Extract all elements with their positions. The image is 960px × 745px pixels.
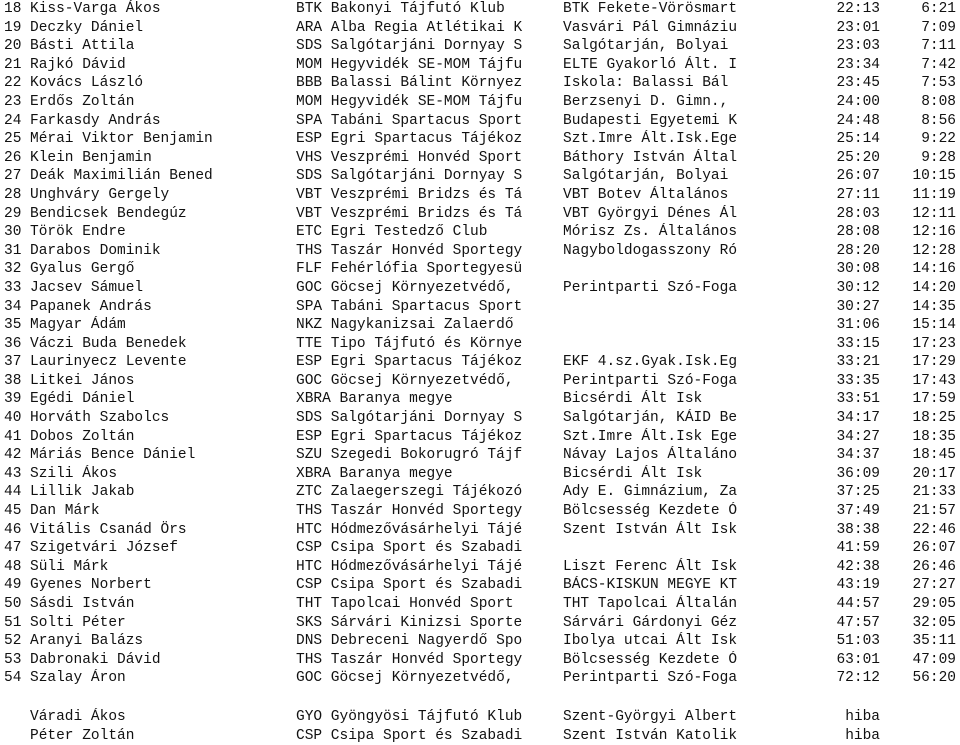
competitor-name: Magyar Ádám	[30, 317, 126, 334]
school-name: Bicsérdi Ált Isk	[563, 391, 703, 408]
finish-time: 23:45	[836, 75, 880, 92]
finish-time: 25:20	[836, 149, 880, 166]
club-name: HTC Hódmezővásárhelyi Tájé	[296, 521, 523, 538]
time-behind: 17:29	[912, 354, 956, 371]
club-name: VBT Veszprémi Bridzs és Tá	[296, 186, 523, 203]
time-behind: 27:27	[912, 577, 956, 594]
finish-time: 28:20	[836, 242, 880, 259]
result-row	[0, 149, 960, 168]
finish-time: 30:27	[836, 298, 880, 315]
school-name: THT Tapolcai Általán	[563, 596, 738, 612]
club-name: VBT Veszprémi Bridzs és Tá	[296, 205, 523, 222]
position-cell: 29	[4, 205, 22, 222]
club-name: GOC Göcsej Környezetvédő,	[296, 279, 514, 296]
position-cell: 50	[4, 596, 22, 612]
position-cell: 38	[4, 372, 22, 389]
finish-time: 30:12	[836, 279, 880, 296]
result-row	[0, 37, 960, 56]
competitor-name: Klein Benjamin	[30, 149, 152, 166]
finish-time: hiba	[845, 727, 880, 744]
time-behind: 10:15	[912, 168, 956, 185]
club-name: SDS Salgótarjáni Dornyay S	[296, 168, 523, 185]
competitor-name: Erdős Zoltán	[30, 93, 135, 110]
club-name: VHS Veszprémi Honvéd Sport	[296, 149, 523, 166]
time-behind: 14:35	[912, 298, 956, 315]
result-row	[0, 279, 960, 298]
not-finished-row	[0, 708, 960, 727]
school-name: Salgótarján, KÁID Be	[563, 410, 738, 427]
time-behind: 8:08	[921, 93, 956, 110]
finish-time: 33:35	[836, 372, 880, 389]
finish-time: 38:38	[836, 521, 880, 538]
time-behind: 7:53	[921, 75, 956, 92]
position-cell: 27	[4, 168, 22, 185]
finish-time: 41:59	[836, 540, 880, 557]
result-row	[0, 316, 960, 335]
time-behind: 21:33	[912, 484, 956, 501]
result-row	[0, 632, 960, 651]
result-row	[0, 223, 960, 242]
time-behind: 8:56	[921, 112, 956, 129]
club-name: SPA Tabáni Spartacus Sport	[296, 112, 523, 129]
school-name: Návay Lajos Általáno	[563, 447, 738, 464]
club-name: BTK Bakonyi Tájfutó Klub	[296, 1, 505, 17]
finish-time: hiba	[845, 709, 880, 725]
result-row	[0, 167, 960, 186]
school-name: Salgótarján, Bolyai	[563, 38, 729, 55]
school-name: BÁCS-KISKUN MEGYE KT	[563, 577, 738, 594]
club-name: XBRA Baranya megye	[296, 465, 453, 482]
result-row	[0, 93, 960, 112]
finish-time: 26:07	[836, 168, 880, 185]
competitor-name: Török Endre	[30, 224, 126, 241]
club-name: SZU Szegedi Bokorugró Tájf	[296, 447, 523, 464]
position-cell: 42	[4, 447, 22, 464]
competitor-name: Dabronaki Dávid	[30, 651, 161, 668]
time-behind: 7:09	[921, 19, 956, 36]
school-name: Liszt Ferenc Ált Isk	[563, 558, 738, 575]
result-row	[0, 465, 960, 484]
school-name: Perintparti Szó-Foga	[563, 372, 738, 389]
competitor-name: Básti Attila	[30, 38, 135, 55]
result-row	[0, 651, 960, 670]
finish-time: 51:03	[836, 633, 880, 650]
result-row	[0, 483, 960, 502]
position-cell: 19	[4, 19, 22, 36]
time-behind: 56:20	[912, 670, 956, 687]
club-name: CSP Csipa Sport és Szabadi	[296, 577, 523, 594]
result-row	[0, 298, 960, 317]
finish-time: 37:49	[836, 503, 880, 520]
time-behind: 6:21	[921, 1, 956, 17]
result-row	[0, 521, 960, 540]
school-name: Nagyboldogasszony Ró	[563, 242, 738, 259]
position-cell: 20	[4, 38, 22, 55]
school-name: Berzsenyi D. Gimn.,	[563, 93, 729, 110]
result-row	[0, 56, 960, 75]
school-name: Bölcsesség Kezdete Ó	[563, 503, 738, 520]
position-cell: 26	[4, 149, 22, 166]
club-name: DNS Debreceni Nagyerdő Spo	[296, 633, 523, 650]
position-cell: 31	[4, 242, 22, 259]
result-row	[0, 335, 960, 354]
competitor-name: Gyenes Norbert	[30, 577, 152, 594]
finish-time: 43:19	[836, 577, 880, 594]
time-behind: 12:16	[912, 224, 956, 241]
position-cell: 53	[4, 651, 22, 668]
club-name: ESP Egri Spartacus Tájékoz	[296, 354, 523, 371]
finish-time: 34:17	[836, 410, 880, 427]
position-cell: 36	[4, 335, 22, 352]
finish-time: 72:12	[836, 670, 880, 687]
position-cell: 54	[4, 670, 22, 687]
position-cell: 22	[4, 75, 22, 92]
finish-time: 36:09	[836, 465, 880, 482]
not-finished-list	[0, 708, 960, 745]
club-name: ZTC Zalaegerszegi Tájékozó	[296, 484, 523, 501]
competitor-name: Jacsev Sámuel	[30, 279, 144, 296]
finish-time: 37:25	[836, 484, 880, 501]
finish-time: 33:51	[836, 391, 880, 408]
competitor-name: Aranyi Balázs	[30, 633, 144, 650]
competitor-name: Kiss-Varga Ákos	[30, 1, 161, 17]
position-cell: 52	[4, 633, 22, 650]
competitor-name: Horváth Szabolcs	[30, 410, 170, 427]
result-row	[0, 74, 960, 93]
competitor-name: Váradi Ákos	[30, 709, 126, 725]
time-behind: 18:25	[912, 410, 956, 427]
club-name: TTE Tipo Tájfutó és Környe	[296, 335, 523, 352]
finish-time: 23:01	[836, 19, 880, 36]
time-behind: 17:23	[912, 335, 956, 352]
competitor-name: Laurinyecz Levente	[30, 354, 187, 371]
finish-time: 33:15	[836, 335, 880, 352]
finish-time: 23:03	[836, 38, 880, 55]
club-name: THS Taszár Honvéd Sportegy	[296, 651, 523, 668]
time-behind: 18:35	[912, 428, 956, 445]
time-behind: 32:05	[912, 614, 956, 631]
position-cell: 49	[4, 577, 22, 594]
competitor-name: Bendicsek Bendegúz	[30, 205, 187, 222]
school-name: Szent István Ált Isk	[563, 521, 738, 538]
competitor-name: Egédi Dániel	[30, 391, 135, 408]
club-name: ESP Egri Spartacus Tájékoz	[296, 428, 523, 445]
club-name: ESP Egri Spartacus Tájékoz	[296, 131, 523, 148]
time-behind: 22:46	[912, 521, 956, 538]
club-name: THT Tapolcai Honvéd Sport	[296, 596, 514, 612]
competitor-name: Darabos Dominik	[30, 242, 161, 259]
school-name: Ibolya utcai Ált Isk	[563, 633, 738, 650]
finish-time: 25:14	[836, 131, 880, 148]
position-cell: 28	[4, 186, 22, 203]
school-name: Ady E. Gimnázium, Za	[563, 484, 738, 501]
time-behind: 14:16	[912, 261, 956, 278]
position-cell: 24	[4, 112, 22, 129]
position-cell: 25	[4, 131, 22, 148]
school-name: Szent István Katolik	[563, 727, 738, 744]
school-name: Salgótarján, Bolyai	[563, 168, 729, 185]
position-cell: 34	[4, 298, 22, 315]
position-cell: 40	[4, 410, 22, 427]
position-cell: 30	[4, 224, 22, 241]
club-name: SKS Sárvári Kinizsi Sporte	[296, 614, 523, 631]
club-name: GOC Göcsej Környezetvédő,	[296, 372, 514, 389]
competitor-name: Dan Márk	[30, 503, 100, 520]
time-behind: 11:19	[912, 186, 956, 203]
finish-time: 33:21	[836, 354, 880, 371]
result-row	[0, 669, 960, 688]
position-cell: 39	[4, 391, 22, 408]
time-behind: 29:05	[912, 596, 956, 612]
school-name: Bicsérdi Ált Isk	[563, 465, 703, 482]
time-behind: 18:45	[912, 447, 956, 464]
result-row	[0, 205, 960, 224]
time-behind: 14:20	[912, 279, 956, 296]
position-cell: 18	[4, 1, 22, 17]
result-row	[0, 242, 960, 261]
finish-time: 22:13	[836, 1, 880, 17]
time-behind: 17:59	[912, 391, 956, 408]
competitor-name: Máriás Bence Dániel	[30, 447, 196, 464]
competitor-name: Deczky Dániel	[30, 19, 144, 36]
time-behind: 35:11	[912, 633, 956, 650]
competitor-name: Sásdi István	[30, 596, 135, 612]
result-row	[0, 558, 960, 577]
school-name: Budapesti Egyetemi K	[563, 112, 738, 129]
result-row	[0, 390, 960, 409]
finish-time: 28:08	[836, 224, 880, 241]
finish-time: 24:48	[836, 112, 880, 129]
school-name: Sárvári Gárdonyi Géz	[563, 614, 738, 631]
position-cell: 51	[4, 614, 22, 631]
club-name: CSP Csipa Sport és Szabadi	[296, 540, 523, 557]
result-row	[0, 446, 960, 465]
result-row	[0, 502, 960, 521]
school-name: Szt.Imre Ált.Isk.Ege	[563, 131, 738, 148]
competitor-name: Dobos Zoltán	[30, 428, 135, 445]
competitor-name: Rajkó Dávid	[30, 56, 126, 73]
club-name: ETC Egri Testedző Club	[296, 224, 488, 241]
position-cell: 23	[4, 93, 22, 110]
time-behind: 12:11	[912, 205, 956, 222]
result-row	[0, 260, 960, 279]
school-name: Szt.Imre Ált.Isk Ege	[563, 428, 738, 445]
competitor-name: Papanek András	[30, 298, 152, 315]
finish-time: 44:57	[836, 596, 880, 612]
finish-time: 42:38	[836, 558, 880, 575]
time-behind: 21:57	[912, 503, 956, 520]
result-row	[0, 428, 960, 447]
competitor-name: Péter Zoltán	[30, 727, 135, 744]
competitor-name: Solti Péter	[30, 614, 126, 631]
time-behind: 20:17	[912, 465, 956, 482]
result-row	[0, 353, 960, 372]
club-name: CSP Csipa Sport és Szabadi	[296, 727, 523, 744]
finish-time: 30:08	[836, 261, 880, 278]
club-name: XBRA Baranya megye	[296, 391, 453, 408]
competitor-name: Farkasdy András	[30, 112, 161, 129]
time-behind: 26:07	[912, 540, 956, 557]
club-name: FLF Fehérlófia Sportegyesü	[296, 261, 523, 278]
club-name: SPA Tabáni Spartacus Sport	[296, 298, 523, 315]
club-name: ARA Alba Regia Atlétikai K	[296, 19, 523, 36]
competitor-name: Vitális Csanád Örs	[30, 521, 187, 538]
result-row	[0, 19, 960, 38]
finish-time: 28:03	[836, 205, 880, 222]
time-behind: 9:22	[921, 131, 956, 148]
competitor-name: Mérai Viktor Benjamin	[30, 131, 213, 148]
result-row	[0, 130, 960, 149]
time-behind: 7:42	[921, 56, 956, 73]
finish-time: 24:00	[836, 93, 880, 110]
result-row	[0, 614, 960, 633]
result-row	[0, 372, 960, 391]
time-behind: 9:28	[921, 149, 956, 166]
time-behind: 47:09	[912, 651, 956, 668]
competitor-name: Lillik Jakab	[30, 484, 135, 501]
result-row	[0, 0, 960, 19]
club-name: MOM Hegyvidék SE-MOM Tájfu	[296, 93, 523, 110]
not-finished-row	[0, 727, 960, 745]
school-name: VBT Györgyi Dénes Ál	[563, 205, 738, 222]
finish-time: 34:37	[836, 447, 880, 464]
time-behind: 12:28	[912, 242, 956, 259]
result-row	[0, 576, 960, 595]
club-name: GYO Gyöngyösi Tájfutó Klub	[296, 709, 523, 725]
club-name: SDS Salgótarjáni Dornyay S	[296, 410, 523, 427]
competitor-name: Litkei János	[30, 372, 135, 389]
position-cell: 46	[4, 521, 22, 538]
result-row	[0, 112, 960, 131]
competitor-name: Süli Márk	[30, 558, 109, 575]
time-behind: 17:43	[912, 372, 956, 389]
position-cell: 45	[4, 503, 22, 520]
position-cell: 47	[4, 540, 22, 557]
position-cell: 21	[4, 56, 22, 73]
result-row	[0, 186, 960, 205]
school-name: Perintparti Szó-Foga	[563, 279, 738, 296]
school-name: Vasvári Pál Gimnáziu	[563, 19, 738, 36]
position-cell: 37	[4, 354, 22, 371]
club-name: SDS Salgótarjáni Dornyay S	[296, 38, 523, 55]
result-row	[0, 539, 960, 558]
finish-time: 31:06	[836, 317, 880, 334]
result-row	[0, 409, 960, 428]
result-row	[0, 595, 960, 614]
finish-time: 27:11	[836, 186, 880, 203]
club-name: GOC Göcsej Környezetvédő,	[296, 670, 514, 687]
club-name: BBB Balassi Bálint Környez	[296, 75, 523, 92]
time-behind: 15:14	[912, 317, 956, 334]
position-cell: 35	[4, 317, 22, 334]
school-name: Báthory István Által	[563, 149, 738, 166]
position-cell: 41	[4, 428, 22, 445]
position-cell: 43	[4, 465, 22, 482]
school-name: Szent-Györgyi Albert	[563, 709, 738, 725]
competitor-name: Szili Ákos	[30, 465, 118, 482]
position-cell: 48	[4, 558, 22, 575]
competitor-name: Deák Maximilián Bened	[30, 168, 213, 185]
competitor-name: Szalay Áron	[30, 670, 126, 687]
finish-time: 47:57	[836, 614, 880, 631]
position-cell: 44	[4, 484, 22, 501]
school-name: Perintparti Szó-Foga	[563, 670, 738, 687]
club-name: MOM Hegyvidék SE-MOM Tájfu	[296, 56, 523, 73]
finish-time: 34:27	[836, 428, 880, 445]
school-name: BTK Fekete-Vörösmart	[563, 1, 738, 17]
finish-time: 63:01	[836, 651, 880, 668]
position-cell: 33	[4, 279, 22, 296]
time-behind: 26:46	[912, 558, 956, 575]
finish-time: 23:34	[836, 56, 880, 73]
club-name: THS Taszár Honvéd Sportegy	[296, 503, 523, 520]
school-name: Bölcsesség Kezdete Ó	[563, 651, 738, 668]
school-name: Mórisz Zs. Általános	[563, 224, 738, 241]
club-name: HTC Hódmezővásárhelyi Tájé	[296, 558, 523, 575]
time-behind: 7:11	[921, 38, 956, 55]
competitor-name: Gyalus Gergő	[30, 261, 135, 278]
school-name: ELTE Gyakorló Ált. I	[563, 56, 738, 73]
competitor-name: Váczi Buda Benedek	[30, 335, 187, 352]
school-name: Iskola: Balassi Bál	[563, 75, 729, 92]
club-name: NKZ Nagykanizsai Zalaerdő	[296, 317, 514, 334]
competitor-name: Kovács László	[30, 75, 144, 92]
position-cell: 32	[4, 261, 22, 278]
competitor-name: Unghváry Gergely	[30, 186, 170, 203]
school-name: EKF 4.sz.Gyak.Isk.Eg	[563, 354, 738, 371]
club-name: THS Taszár Honvéd Sportegy	[296, 242, 523, 259]
competitor-name: Szigetvári József	[30, 540, 178, 557]
school-name: VBT Botev Általános	[563, 186, 729, 203]
